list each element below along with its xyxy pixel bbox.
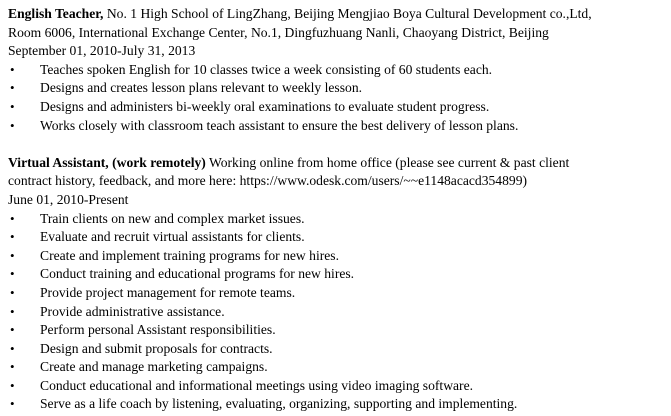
job1-title: English Teacher, [8,6,104,21]
duty-text: Conduct educational and informational meetings using video imaging software. [40,377,474,393]
job2-header-line2: contract history, feedback, and more here: https://www.odesk.com/users/~~e1148acacd354899) [8,173,528,189]
job1-duties-list [8,61,671,135]
job-english-teacher [8,5,671,135]
list-item [8,98,671,117]
duty-text: Provide administrative assistance. [40,303,225,319]
list-item [8,247,671,266]
duty-text: Create and implement training programs for new hires. [40,247,339,263]
bullet-icon: • [10,80,15,96]
duty-text: Train clients on new and complex market issues. [40,210,305,226]
bullet-icon: • [10,359,15,375]
job1-employer: No. 1 High School of LingZhang, Beijing Mengjiao Boya Cultural Development co.,Ltd, [103,6,592,21]
job1-dates: September 01, 2010-July 31, 2013 [8,43,196,59]
job2-header-line1 [8,154,671,173]
job1-header-line1 [8,5,671,24]
list-item [8,265,671,284]
bullet-icon: • [10,210,15,226]
bullet-icon: • [10,98,15,114]
duty-text: Create and manage marketing campaigns. [40,359,268,375]
bullet-icon: • [10,377,15,393]
duty-text: Designs and creates lesson plans relevant to weekly lesson. [40,80,363,96]
duty-text: Teaches spoken English for 10 classes twice a week consisting of 60 students each. [40,61,493,77]
job2-dates: June 01, 2010-Present [8,191,129,207]
list-item [8,358,671,377]
bullet-icon: • [10,303,15,319]
bullet-icon: • [10,229,15,245]
list-item [8,321,671,340]
bullet-icon: • [10,61,15,77]
duty-text: Perform personal Assistant responsibilities. [40,322,276,338]
duty-text: Provide project management for remote teams. [40,284,296,300]
bullet-icon: • [10,266,15,282]
list-item [8,61,671,80]
list-item [8,79,671,98]
list-item [8,303,671,322]
list-item [8,377,671,396]
list-item [8,395,671,414]
job2-description: Working online from home office (please see current & past client [205,154,570,170]
duty-text: Serve as a life coach by listening, evaluating, organizing, supporting and implementing. [40,396,518,412]
section-gap [8,135,671,154]
list-item [8,340,671,359]
duty-text: Design and submit proposals for contracts. [40,340,273,356]
bullet-icon: • [10,340,15,356]
list-item [8,210,671,229]
list-item [8,284,671,303]
duty-text: Evaluate and recruit virtual assistants for clients. [40,229,305,245]
list-item [8,117,671,136]
job2-title: Virtual Assistant, (work remotely) [8,154,206,170]
bullet-icon: • [10,247,15,263]
list-item [8,228,671,247]
bullet-icon: • [10,117,15,133]
duty-text: Works closely with classroom teach assistant to ensure the best delivery of lesson plans. [40,117,519,133]
job-virtual-assistant [8,154,671,414]
duty-text: Conduct training and educational programs for new hires. [40,266,355,282]
bullet-icon: • [10,322,15,338]
job2-duties-list [8,210,671,415]
bullet-icon: • [10,284,15,300]
duty-text: Designs and administers bi-weekly oral examinations to evaluate student progress. [40,98,490,114]
bullet-icon: • [10,396,15,412]
job1-header-line2: Room 6006, International Exchange Center, No.1, Dingfuzhuang Nanli, Chaoyang District, Beijing [8,24,549,40]
